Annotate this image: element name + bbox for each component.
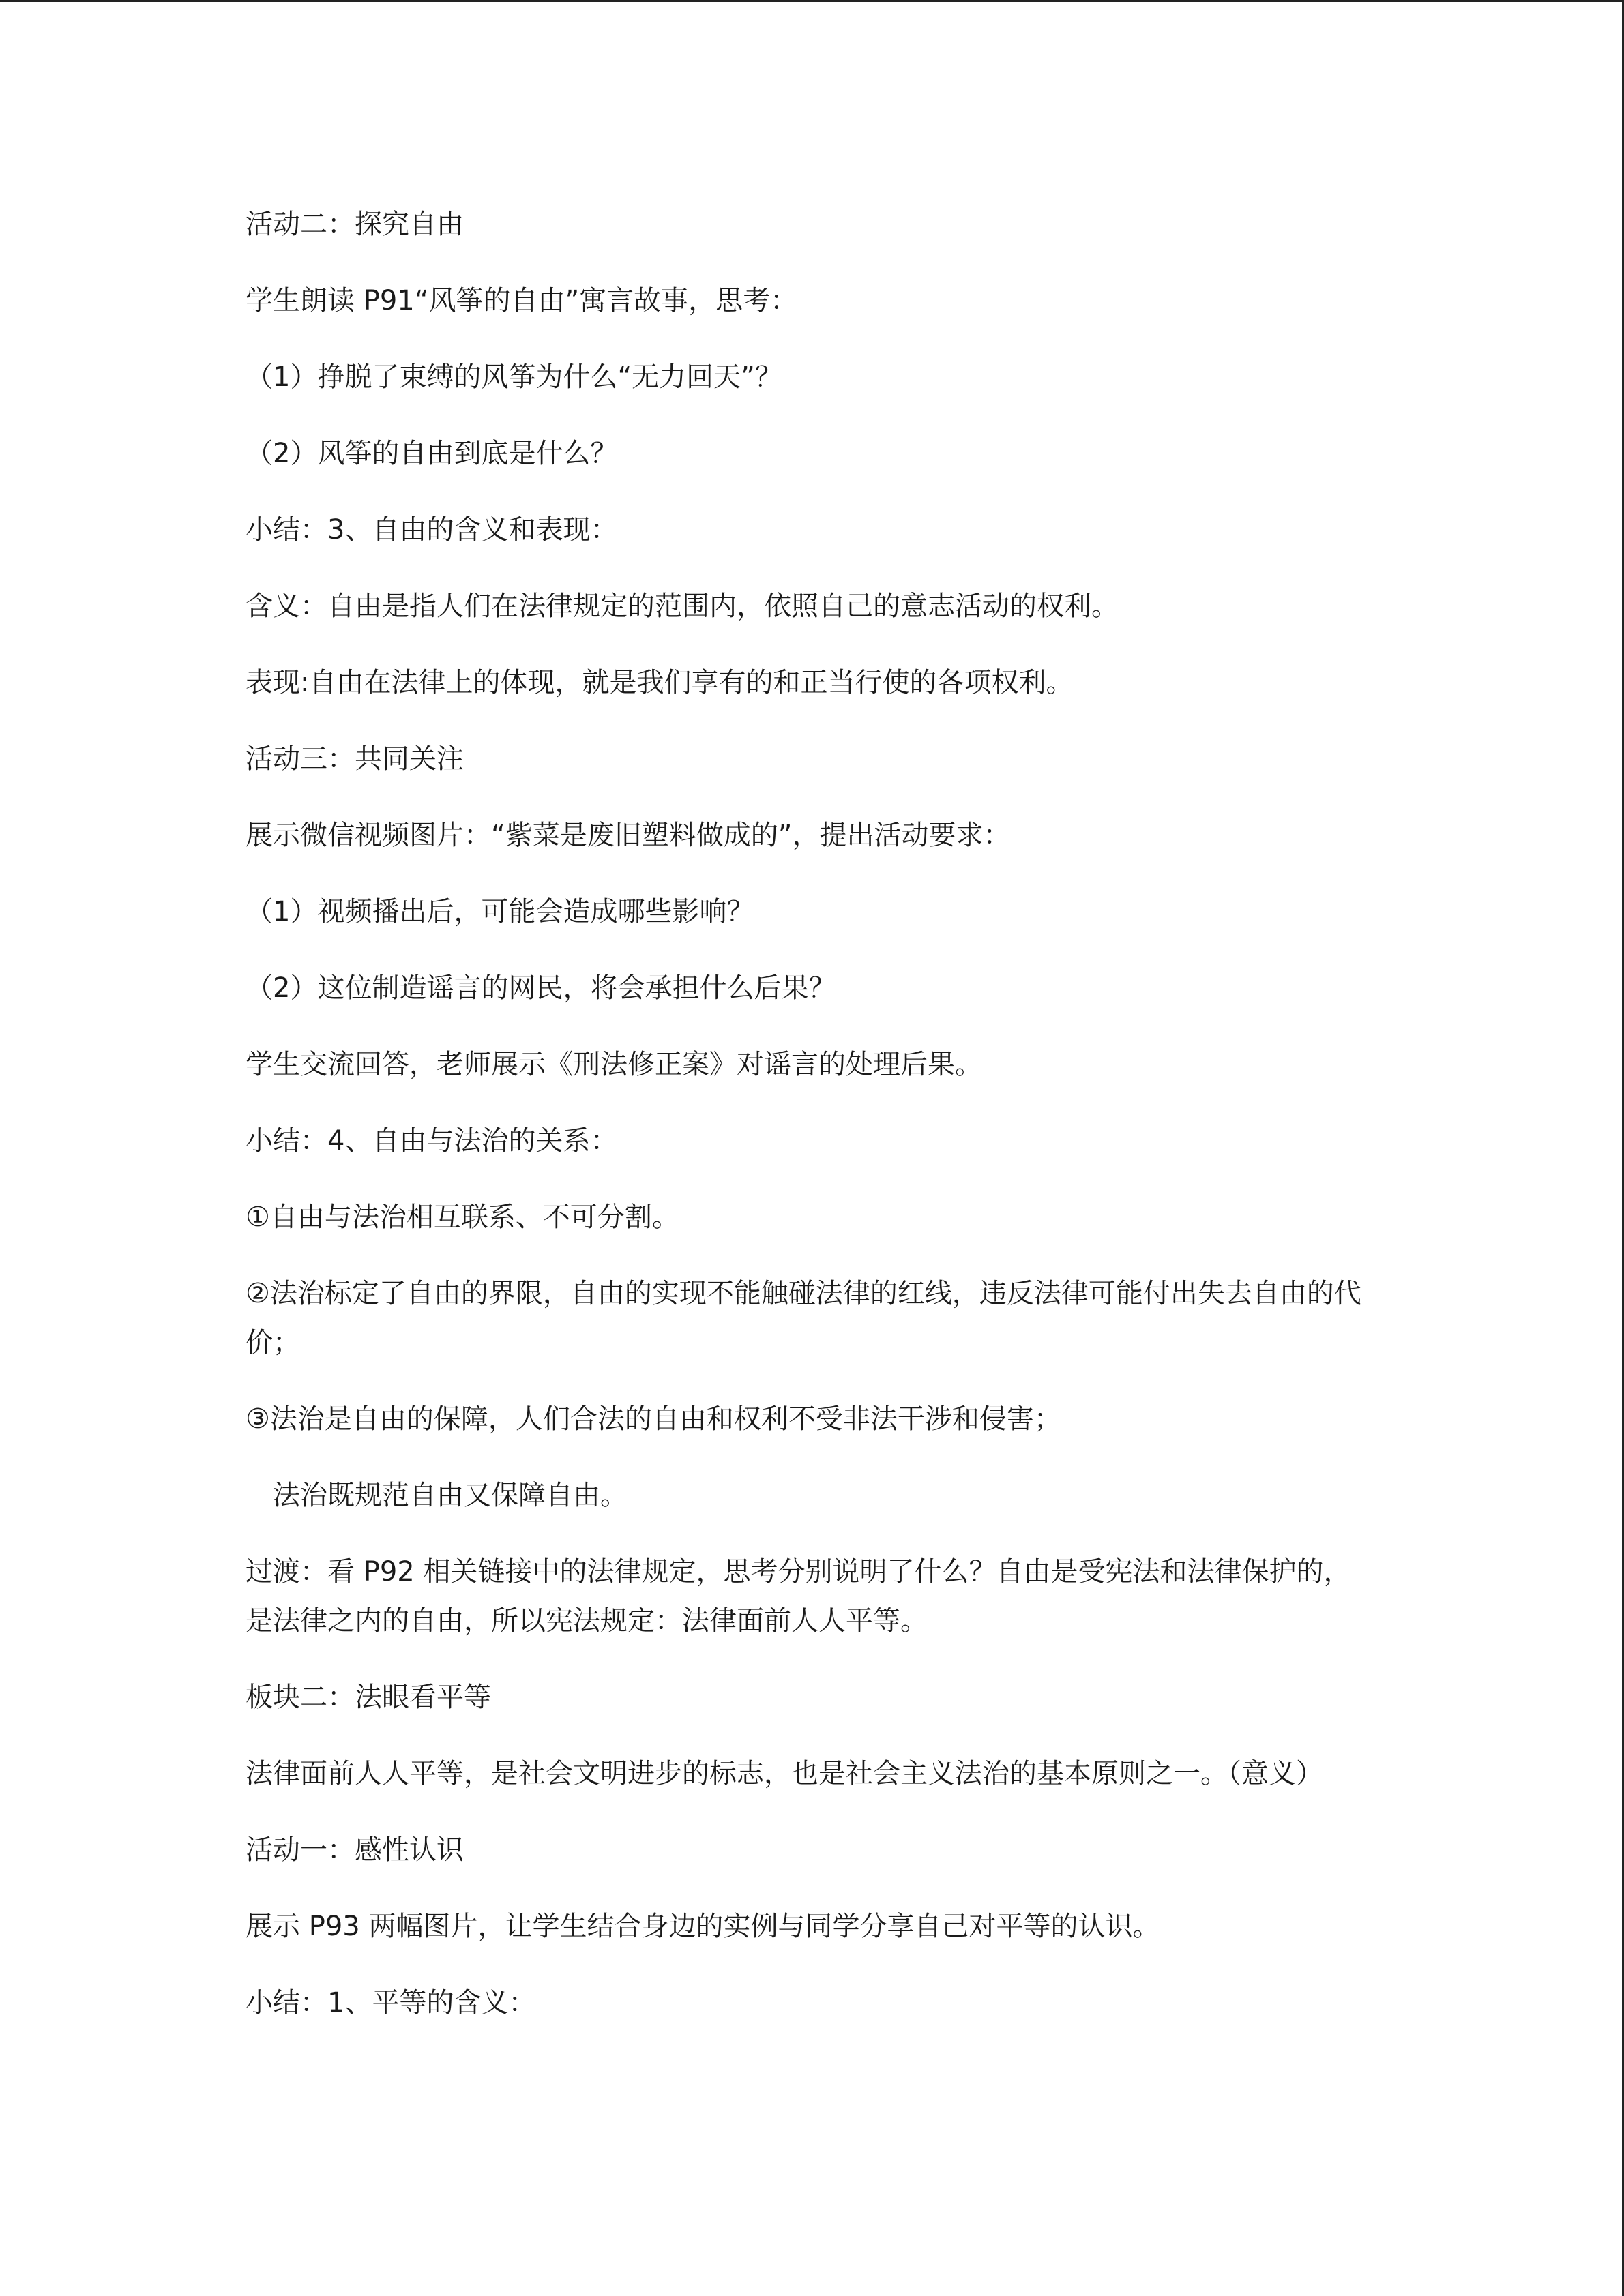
manifestation-paragraph: 表现:自由在法律上的体现，就是我们享有的和正当行使的各项权利。 [246, 667, 1074, 698]
paragraph-equality-significance: 法律面前人人平等，是社会文明进步的标志，也是社会主义法治的基本原则之一。（意义） [246, 1758, 1323, 1789]
heading-section-2: 板块二：法眼看平等 [246, 1682, 491, 1713]
definition-paragraph: 含义：自由是指人们在法律规定的范围内，依照自己的意志活动的权利。 [246, 591, 1119, 622]
heading-activity-1: 活动一：感性认识 [246, 1834, 464, 1866]
summary-3: 小结：3、自由的含义和表现： [246, 514, 618, 546]
document-body [246, 200, 1378, 2055]
point-2: ②法治标定了自由的界限，自由的实现不能触碰法律的红线，违反法律可能付出失去自由的代价； [246, 1278, 1361, 1358]
question-video-1: （1）视频播出后，可能会造成哪些影响？ [246, 896, 754, 927]
question-2: （2）风筝的自由到底是什么？ [246, 438, 618, 469]
point-conclusion: 法治既规范自由又保障自由。 [273, 1480, 628, 1511]
summary-4: 小结：4、自由与法治的关系： [246, 1125, 618, 1157]
heading-activity-2: 活动二：探究自由 [246, 209, 464, 240]
paragraph-transition: 过渡：看 P92 相关链接中的法律规定，思考分别说明了什么？自由是受宪法和法律保护的，是法律之内的自由，所以宪法规定：法律面前人人平等。 [246, 1556, 1351, 1637]
point-3: ③法治是自由的保障，人们合法的自由和权利不受非法干涉和侵害； [246, 1403, 1061, 1435]
paragraph-reading-task: 学生朗读 P91“风筝的自由”寓言故事，思考： [246, 285, 798, 316]
point-1: ①自由与法治相互联系、不可分割。 [246, 1202, 679, 1233]
question-1: （1）挣脱了束缚的风筝为什么“无力回天”？ [246, 361, 782, 393]
summary-1: 小结：1、平等的含义： [246, 1987, 536, 2018]
heading-activity-3: 活动三：共同关注 [246, 743, 464, 775]
paragraph-video-display: 展示微信视频图片：“紫菜是废旧塑料做成的”，提出活动要求： [246, 820, 1011, 851]
question-video-2: （2）这位制造谣言的网民，将会承担什么后果？ [246, 972, 836, 1004]
paragraph-student-exchange: 学生交流回答，老师展示《刑法修正案》对谣言的处理后果。 [246, 1049, 982, 1080]
paragraph-images-display: 展示 P93 两幅图片，让学生结合身边的实例与同学分享自己对平等的认识。 [246, 1911, 1160, 1942]
